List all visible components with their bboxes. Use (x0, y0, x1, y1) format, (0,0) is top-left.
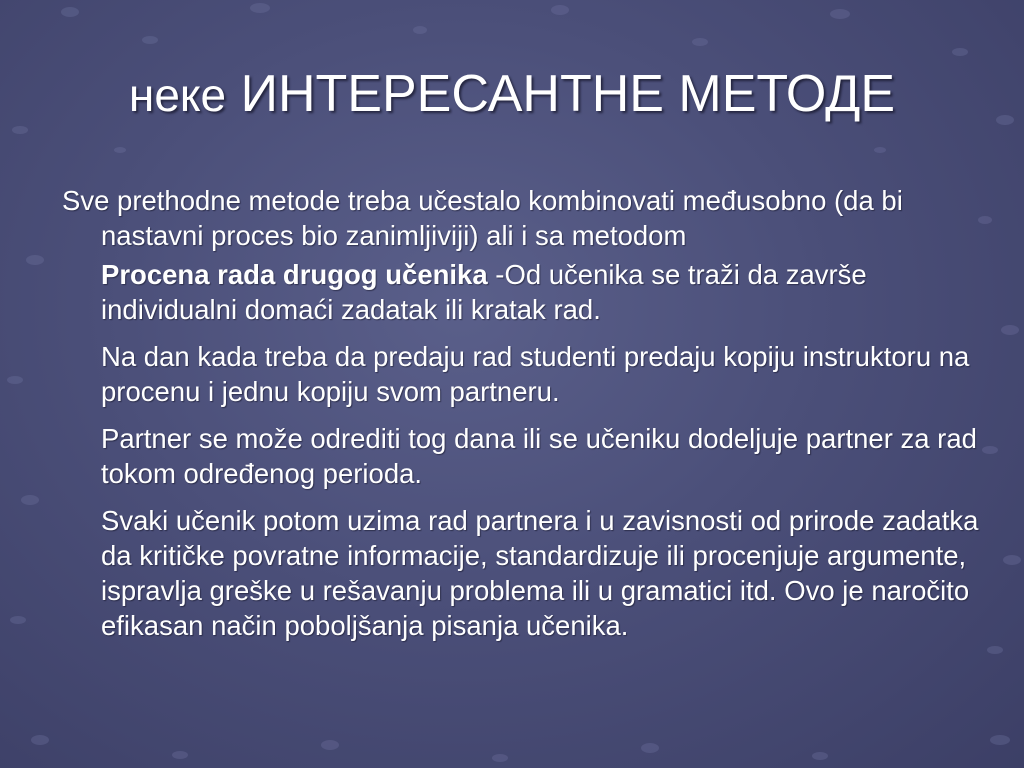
slide-body (62, 183, 982, 655)
paragraph-3: Partner se može odrediti tog dana ili se učeniku dodeljuje partner za rad tokom određenog perioda. (101, 423, 977, 489)
method-description: -Od učenika se traži da završe individualni domaći zadatak ili kratak rad. (101, 259, 867, 325)
intro-paragraph: Sve prethodne metode treba učestalo kombinovati međusobno (da bi nastavni proces bio zanimljiviji) ali i sa metodom (62, 185, 903, 251)
method-paragraph (62, 257, 982, 327)
title-prefix: неке (128, 69, 227, 121)
method-name: Procena rada drugog učenika (101, 259, 488, 290)
paragraph-2: Na dan kada treba da predaju rad studenti predaju kopiju instruktoru na procenu i jednu kopiju svom partneru. (101, 341, 970, 407)
paragraph-4: Svaki učenik potom uzima rad partnera i u zavisnosti od prirode zadatka da kritičke povratne informacije, standardizuje ili procenjuje argumente, ispravlja greške u rešavanju problema ili u gramatici itd. Ovo je naročito efikasan način poboljšanja pisanja učenika. (101, 505, 979, 641)
slide-title (0, 58, 1024, 131)
title-main: ИНТЕРЕСАНТНЕ МЕТОДЕ (240, 65, 896, 123)
